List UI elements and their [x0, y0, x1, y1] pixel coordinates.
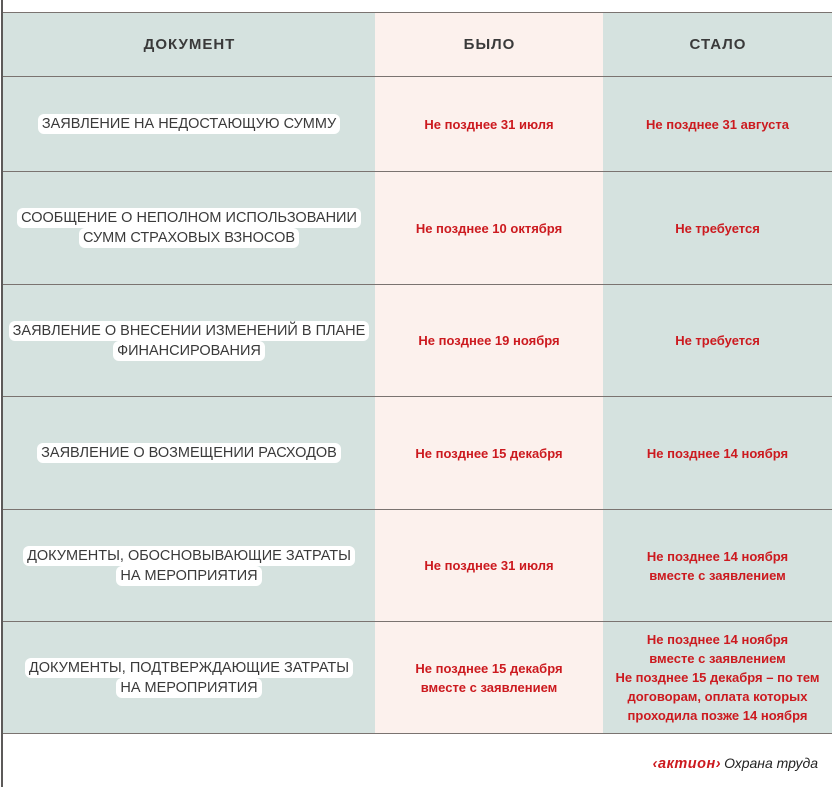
after-deadline: Не позднее 14 ноября — [646, 445, 789, 461]
before-deadline: Не позднее 15 декабря — [415, 660, 563, 676]
before-deadline: Не позднее 31 июля — [424, 558, 554, 573]
after-deadline: Не позднее 15 декабря – по тем — [615, 670, 820, 685]
after-deadline-cell — [603, 510, 832, 621]
document-label-line — [9, 321, 370, 341]
document-label: ЗАЯВЛЕНИЕ О ВОЗМЕЩЕНИИ РАСХОДОВ — [37, 443, 341, 463]
header-after-cell — [603, 13, 832, 76]
table-row — [3, 76, 832, 171]
document-label: ЗАЯВЛЕНИЕ НА НЕДОСТАЮЩУЮ СУММУ — [38, 114, 340, 134]
header-before: БЫЛО — [463, 36, 516, 53]
document-cell — [3, 172, 375, 284]
before-deadline-cell — [375, 285, 603, 396]
document-label: СООБЩЕНИЕ О НЕПОЛНОМ ИСПОЛЬЗОВАНИИ — [17, 208, 361, 228]
after-deadline: Не позднее 31 августа — [646, 116, 789, 132]
table-row — [3, 509, 832, 621]
after-deadline-cell — [603, 397, 832, 509]
logo-product: Охрана труда — [724, 755, 818, 771]
document-cell — [3, 285, 375, 396]
before-deadline-cell — [375, 77, 603, 171]
before-deadline-cell — [375, 510, 603, 621]
table-row — [3, 284, 832, 396]
document-label-line — [38, 114, 340, 134]
before-deadline: Не позднее 31 июля — [424, 116, 554, 132]
document-label: СУММ СТРАХОВЫХ ВЗНОСОВ — [79, 228, 299, 248]
document-label-line — [113, 341, 265, 361]
document-label: НА МЕРОПРИЯТИЯ — [116, 678, 261, 698]
table-row — [3, 171, 832, 284]
before-deadline-cell — [375, 397, 603, 509]
comparison-table — [3, 12, 832, 734]
document-label-line — [116, 678, 261, 698]
header-after: СТАЛО — [689, 36, 747, 53]
after-deadline-cell — [603, 77, 832, 171]
document-label-line — [25, 658, 353, 678]
table-header-row — [3, 12, 832, 76]
header-document-cell — [3, 13, 375, 76]
document-label: ФИНАНСИРОВАНИЯ — [113, 341, 265, 361]
table-row — [3, 621, 832, 733]
after-deadline: Не требуется — [675, 333, 760, 348]
document-label: НА МЕРОПРИЯТИЯ — [116, 566, 261, 586]
document-cell — [3, 510, 375, 621]
document-label-line — [23, 546, 355, 566]
document-label-line — [116, 566, 261, 586]
before-deadline: Не позднее 15 декабря — [415, 445, 563, 461]
before-deadline: вместе с заявлением — [420, 679, 558, 695]
after-deadline-cell — [603, 172, 832, 284]
document-cell — [3, 622, 375, 733]
after-deadline: вместе с заявлением — [649, 651, 786, 666]
document-label-line — [37, 443, 341, 463]
header-before-cell — [375, 13, 603, 76]
before-deadline-cell — [375, 622, 603, 733]
after-deadline: проходила позже 14 ноября — [627, 708, 808, 723]
header-document: ДОКУМЕНТ — [143, 36, 236, 53]
after-deadline: Не позднее 14 ноября — [646, 548, 789, 564]
after-deadline-cell — [603, 622, 832, 733]
document-label-line — [79, 228, 299, 248]
after-deadline: Не требуется — [675, 220, 760, 236]
logo-brand: ‹актион› — [652, 756, 722, 772]
before-deadline: Не позднее 19 ноября — [418, 333, 560, 348]
table-row — [3, 396, 832, 509]
document-cell — [3, 397, 375, 509]
document-label: ЗАЯВЛЕНИЕ О ВНЕСЕНИИ ИЗМЕНЕНИЙ В ПЛАНЕ — [9, 321, 370, 341]
after-deadline: вместе с заявлением — [649, 567, 786, 583]
before-deadline: Не позднее 10 октября — [415, 220, 563, 236]
document-label-line — [17, 208, 361, 228]
before-deadline-cell — [375, 172, 603, 284]
document-label: ДОКУМЕНТЫ, ПОДТВЕРЖДАЮЩИЕ ЗАТРАТЫ — [25, 658, 353, 678]
aktion-logo — [653, 755, 818, 773]
after-deadline: договорам, оплата которых — [627, 689, 808, 704]
document-cell — [3, 77, 375, 171]
after-deadline: Не позднее 14 ноября — [646, 632, 789, 647]
after-deadline-cell — [603, 285, 832, 396]
document-label: ДОКУМЕНТЫ, ОБОСНОВЫВАЮЩИЕ ЗАТРАТЫ — [23, 546, 355, 566]
